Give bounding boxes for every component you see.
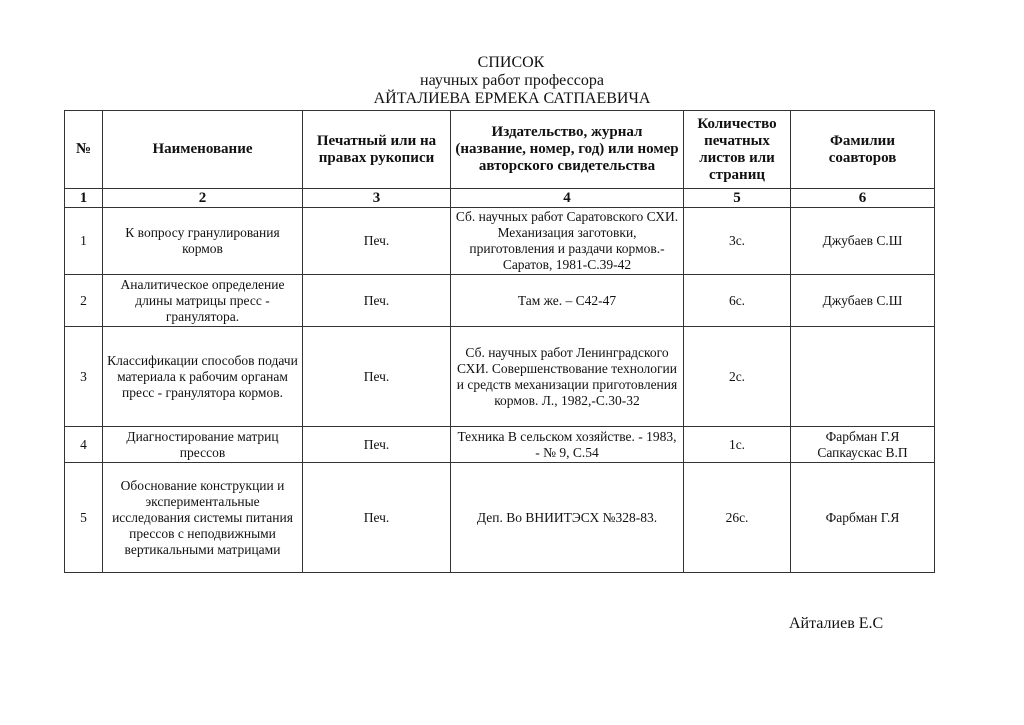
table-row [65, 463, 935, 573]
row-num: 2 [65, 275, 103, 327]
row-pages: 6с. [684, 275, 791, 327]
document-title [300, 54, 724, 108]
coauthor: Сапкаускас В.П [817, 444, 908, 460]
title-line-3: АЙТАЛИЕВА ЕРМЕКА САТПАЕВИЧА [373, 90, 651, 107]
column-number: 3 [303, 189, 451, 208]
coauthor: Фарбман Г.Я [825, 509, 900, 525]
row-pages: 2с. [684, 327, 791, 427]
row-print: Печ. [303, 463, 451, 573]
header-num: № [65, 111, 103, 189]
row-name: Классификации способов подачи материала к рабочим органам пресс - гранулятора кормов. [103, 327, 303, 427]
signature: Айталиев Е.С [789, 615, 884, 632]
header-publisher: Издательство, журнал (название, номер, год) или номер авторского свидетельства [451, 111, 684, 189]
row-coauthors [791, 208, 935, 275]
row-publisher: Там же. – С42-47 [451, 275, 684, 327]
row-num: 5 [65, 463, 103, 573]
row-name: Аналитическое определение длины матрицы пресс - гранулятора. [103, 275, 303, 327]
row-publisher: Техника В сельском хозяйстве. - 1983, - № 9, С.54 [451, 427, 684, 463]
column-number: 5 [684, 189, 791, 208]
row-pages: 26с. [684, 463, 791, 573]
table-row [65, 327, 935, 427]
title-line-2: научных работ профессора [420, 72, 604, 89]
row-name: Диагностирование матриц прессов [103, 427, 303, 463]
works-table [64, 110, 935, 573]
column-number: 2 [103, 189, 303, 208]
column-number: 1 [65, 189, 103, 208]
row-print: Печ. [303, 208, 451, 275]
row-print: Печ. [303, 275, 451, 327]
coauthor: Джубаев С.Ш [822, 292, 903, 308]
coauthor: Фарбман Г.Я [825, 428, 900, 444]
row-num: 3 [65, 327, 103, 427]
row-coauthors [791, 427, 935, 463]
table-row [65, 427, 935, 463]
row-num: 4 [65, 427, 103, 463]
column-number: 4 [451, 189, 684, 208]
row-pages: 3с. [684, 208, 791, 275]
column-number-row [65, 189, 935, 208]
table-row [65, 208, 935, 275]
row-coauthors [791, 463, 935, 573]
row-publisher: Сб. научных работ Саратовского СХИ. Механизация заготовки, приготовления и раздачи кормов.-Саратов, 1981-С.39-42 [451, 208, 684, 275]
row-print: Печ. [303, 427, 451, 463]
row-publisher: Сб. научных работ Ленинградского СХИ. Совершенствование технологии и средств механизации приготовления кормов. Л., 1982,-С.30-32 [451, 327, 684, 427]
coauthor: Джубаев С.Ш [822, 233, 903, 248]
row-coauthors [791, 275, 935, 327]
title-line-1: СПИСОК [477, 54, 545, 71]
row-name: Обоснование конструкции и экспериментальные исследования системы питания прессов с неподвижными вертикальными матрицами [103, 463, 303, 573]
table-row [65, 275, 935, 327]
table-header-row [65, 111, 935, 189]
row-pages: 1с. [684, 427, 791, 463]
header-name: Наименование [103, 111, 303, 189]
header-pages: Количество печатных листов или страниц [684, 111, 791, 189]
row-publisher: Деп. Во ВНИИТЭСХ №328-83. [451, 463, 684, 573]
row-coauthors [791, 327, 935, 427]
header-print: Печатный или на правах рукописи [303, 111, 451, 189]
row-print: Печ. [303, 327, 451, 427]
header-coauthors: Фамилии соавторов [791, 111, 935, 189]
row-name: К вопросу гранулирования кормов [103, 208, 303, 275]
column-number: 6 [791, 189, 935, 208]
row-num: 1 [65, 208, 103, 275]
